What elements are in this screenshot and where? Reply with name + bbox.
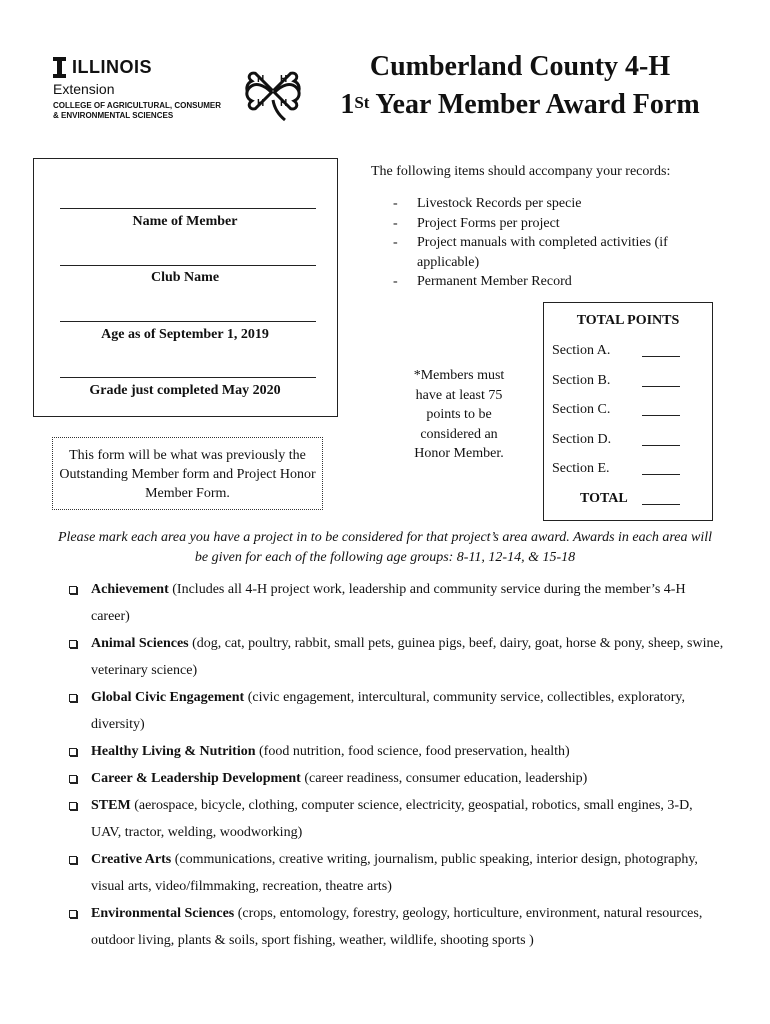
area-description: (crops, entomology, forestry, geology, horticulture, environment, natural resources, outdoor living, plants & soils, sport fishing, weather, wildlife, shooting sports ) <box>91 906 703 948</box>
list-item <box>66 792 726 846</box>
list-item <box>66 576 726 630</box>
age-label: Age as of September 1, 2019 <box>101 327 269 342</box>
4h-clover-icon <box>240 58 306 124</box>
extension-wordmark: Extension <box>53 81 115 97</box>
section-label: Section B. <box>552 373 611 388</box>
section-e-blank[interactable] <box>642 474 680 475</box>
list-item <box>66 765 726 792</box>
section-b-blank[interactable] <box>642 386 680 387</box>
list-item: - Permanent Member Record <box>393 274 572 289</box>
award-areas-list <box>66 576 726 954</box>
title-year-number: 1 <box>340 89 355 120</box>
section-label: Section C. <box>552 402 611 417</box>
title-ordinal-suffix: St <box>354 93 370 112</box>
title-line-2 <box>320 86 720 124</box>
illinois-block-i-icon <box>53 57 66 78</box>
area-name: Environmental Sciences <box>91 906 235 921</box>
illinois-wordmark: ILLINOIS <box>72 57 152 77</box>
list-item-text: Project Forms per project <box>417 215 560 231</box>
section-e-row <box>552 461 702 477</box>
section-d-row <box>552 432 702 448</box>
list-item-text: Livestock Records per specie <box>417 196 582 211</box>
section-a-blank[interactable] <box>642 356 680 357</box>
list-item <box>66 684 726 738</box>
section-d-blank[interactable] <box>642 445 680 446</box>
accompany-heading: The following items should accompany your records: <box>371 164 671 179</box>
clover-letter: H <box>280 74 288 85</box>
section-b-row <box>552 373 702 389</box>
form-note-box: This form will be what was previously the Outstanding Member form and Project Honor Member Form. <box>52 437 323 510</box>
title-line-2-text: Year Member Award Form <box>369 89 700 120</box>
area-description: (career readiness, consumer education, leadership) <box>300 771 588 786</box>
grade-line[interactable] <box>60 377 316 378</box>
checkbox[interactable] <box>69 910 77 918</box>
section-c-blank[interactable] <box>642 415 680 416</box>
list-item: - Livestock Records per specie <box>393 196 582 211</box>
total-points-title: TOTAL POINTS <box>576 313 680 328</box>
section-label: Section D. <box>552 432 612 447</box>
total-blank[interactable] <box>642 504 680 505</box>
total-row <box>580 491 730 507</box>
list-item: - Project Forms per project <box>393 215 560 231</box>
section-c-row <box>552 402 702 418</box>
form-title <box>320 48 720 124</box>
list-item <box>66 630 726 684</box>
total-points-box <box>543 302 713 521</box>
clover-letter: H <box>257 98 265 109</box>
list-item-text: Project manuals with completed activities (if applicable) <box>417 235 668 270</box>
area-description: (aerospace, bicycle, clothing, computer science, electricity, geospatial, robotics, small engines, 3-D, UAV, tractor, welding, woodworking) <box>91 798 693 840</box>
name-of-member-line[interactable] <box>60 208 316 209</box>
area-name: Animal Sciences <box>91 636 189 651</box>
accompany-list <box>393 194 717 292</box>
area-name: Creative Arts <box>91 852 172 867</box>
area-description: (communications, creative writing, journalism, public speaking, interior design, photography, visual arts, video/filmmaking, recreation, theatre arts) <box>91 852 698 894</box>
list-item <box>66 846 726 900</box>
checkbox[interactable] <box>69 802 77 810</box>
area-name: Healthy Living & Nutrition <box>91 744 256 759</box>
title-line-1: Cumberland County 4-H <box>369 51 671 82</box>
area-description: (civic engagement, intercultural, community service, collectibles, exploratory, diversity) <box>91 690 685 732</box>
list-item <box>66 900 726 954</box>
checkbox[interactable] <box>69 586 77 594</box>
list-item <box>66 738 726 765</box>
list-item-text: Permanent Member Record <box>417 274 572 289</box>
area-description: (Includes all 4-H project work, leadership and community service during the member’s 4-H career) <box>91 582 686 624</box>
checkbox[interactable] <box>69 775 77 783</box>
college-line-1: COLLEGE OF AGRICULTURAL, CONSUMER <box>53 101 221 110</box>
total-label: TOTAL <box>580 491 628 506</box>
club-name-label: Club Name <box>150 270 220 285</box>
section-a-row <box>552 343 702 359</box>
grade-label: Grade just completed May 2020 <box>89 383 281 398</box>
age-line[interactable] <box>60 321 316 322</box>
honor-member-note: *Members must have at least 75 points to be considered an Honor Member. <box>413 368 505 461</box>
member-info-box <box>33 158 338 417</box>
checkbox[interactable] <box>69 748 77 756</box>
area-name: Achievement <box>91 582 169 597</box>
section-label: Section A. <box>552 343 611 358</box>
area-description: (dog, cat, poultry, rabbit, small pets, guinea pigs, beef, dairy, goat, horse & pony, sheep, swine, veterinary science) <box>91 636 724 678</box>
checkbox[interactable] <box>69 640 77 648</box>
section-label: Section E. <box>552 461 610 476</box>
club-name-line[interactable] <box>60 265 316 266</box>
area-description: (food nutrition, food science, food preservation, health) <box>255 744 570 759</box>
area-name: Career & Leadership Development <box>91 771 301 786</box>
list-item: - Project manuals with completed activities (if applicable) <box>393 235 668 270</box>
clover-letter: H <box>257 74 265 85</box>
area-instructions: Please mark each area you have a project in to be considered for that project’s area award. Awards in each area will be given for each of the following age groups: 8-11, 12-14, & 15-18 <box>57 530 712 565</box>
name-of-member-label: Name of Member <box>132 214 238 229</box>
clover-letter: H <box>280 98 288 109</box>
area-name: Global Civic Engagement <box>91 690 245 705</box>
area-name: STEM <box>91 798 131 813</box>
college-line-2: & ENVIRONMENTAL SCIENCES <box>53 111 174 120</box>
checkbox[interactable] <box>69 694 77 702</box>
checkbox[interactable] <box>69 856 77 864</box>
college-name <box>53 101 253 121</box>
